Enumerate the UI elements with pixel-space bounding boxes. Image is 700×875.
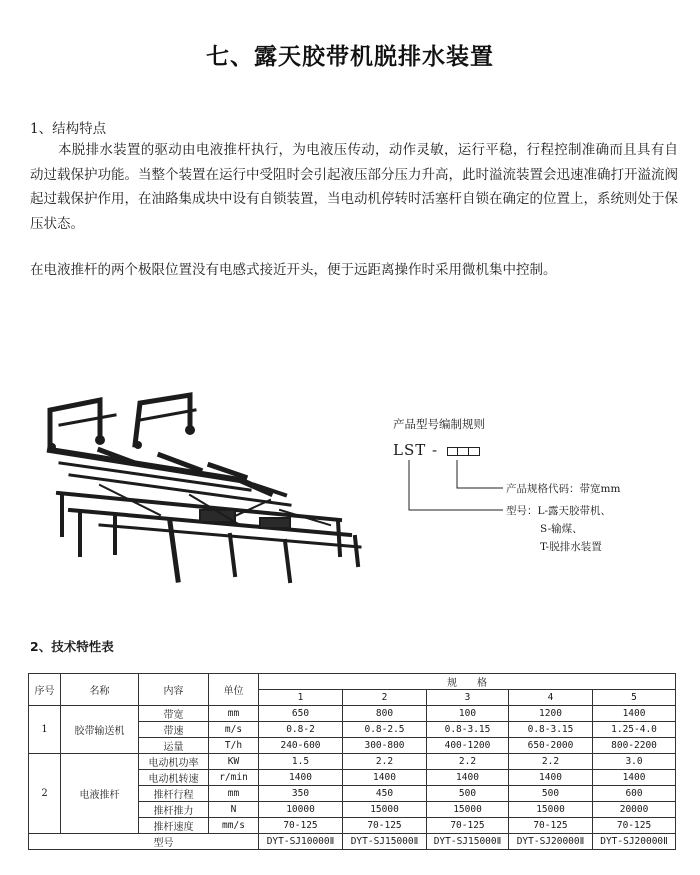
type-t-label: T-脱排水装置: [540, 541, 602, 553]
value-cell: 20000: [593, 801, 676, 817]
table-row: [29, 705, 676, 721]
group-name-cell: 胶带输送机: [61, 705, 139, 753]
unit-cell: N: [209, 801, 259, 817]
value-cell: 0.8-2.5: [343, 721, 427, 737]
value-cell: 10000: [259, 801, 343, 817]
value-cell: 1400: [427, 769, 509, 785]
model-rule-title: 产品型号编制规则: [393, 417, 485, 431]
content-cell: 推杆推力: [139, 801, 209, 817]
table-row-model: [29, 833, 676, 849]
value-cell: 400-1200: [427, 737, 509, 753]
value-cell: 450: [343, 785, 427, 801]
model-cell: DYT-SJ15000Ⅱ: [343, 833, 427, 849]
value-cell: 800: [343, 705, 427, 721]
value-cell: 300-800: [343, 737, 427, 753]
value-cell: 650: [259, 705, 343, 721]
value-cell: 70-125: [509, 817, 593, 833]
spec-col-2: 2: [343, 690, 427, 706]
model-cell: DYT-SJ15000Ⅱ: [427, 833, 509, 849]
value-cell: 15000: [509, 801, 593, 817]
type-label: 型号：L-露天胶带机、: [506, 505, 612, 517]
content-cell: 推杆速度: [139, 817, 209, 833]
unit-cell: r/min: [209, 769, 259, 785]
section-1-heading: 1、结构特点: [30, 121, 107, 137]
value-cell: 500: [427, 785, 509, 801]
value-cell: 1400: [259, 769, 343, 785]
value-cell: 1.25-4.0: [593, 721, 676, 737]
technical-spec-table: [28, 673, 676, 850]
model-cell: DYT-SJ20000Ⅱ: [593, 833, 676, 849]
value-cell: 500: [509, 785, 593, 801]
unit-cell: T/h: [209, 737, 259, 753]
section-2-heading: 2、技术特性表: [30, 639, 114, 654]
page-title: 七、露天胶带机脱排水装置: [206, 44, 494, 70]
content-cell: 带速: [139, 721, 209, 737]
value-cell: 1.5: [259, 753, 343, 769]
value-cell: 1400: [343, 769, 427, 785]
content-cell: 推杆行程: [139, 785, 209, 801]
value-cell: 15000: [343, 801, 427, 817]
conveyor-drainage-device-image: [40, 385, 370, 585]
value-cell: 240-600: [259, 737, 343, 753]
value-cell: 1400: [593, 705, 676, 721]
value-cell: 70-125: [343, 817, 427, 833]
header-name: 名称: [61, 674, 139, 706]
value-cell: 2.2: [343, 753, 427, 769]
header-spec: 规 格: [259, 674, 676, 690]
conveyor-group: [29, 705, 676, 753]
unit-cell: mm: [209, 705, 259, 721]
group-index-cell: 2: [29, 753, 61, 833]
unit-cell: KW: [209, 753, 259, 769]
header-index: 序号: [29, 674, 61, 706]
structure-paragraph: 本脱排水装置的驱动由电液推杆执行，为电液压传动，动作灵敏，运行平稳，行程控制准确而且具有自动过载保护功能。当整个装置在运行中受阻时会引起液压部分压力升高，此时溢流装置会迅速准确打开溢流阀起过载保护作用，在油路集成块中设有自锁装置，当电动机停转时活塞杆自锁在确定的位置上，系统则处于保压状态。: [30, 142, 678, 232]
model-cell: DYT-SJ20000Ⅱ: [509, 833, 593, 849]
value-cell: 2.2: [509, 753, 593, 769]
content-cell: 运量: [139, 737, 209, 753]
unit-cell: mm/s: [209, 817, 259, 833]
table-header-row: [29, 674, 676, 690]
spec-code-label: 产品规格代码：带宽mm: [506, 483, 621, 495]
value-cell: 600: [593, 785, 676, 801]
group-name-cell: 电液推杆: [61, 753, 139, 833]
spec-col-3: 3: [427, 690, 509, 706]
table-row: [29, 753, 676, 769]
value-cell: 0.8-2: [259, 721, 343, 737]
value-cell: 2.2: [427, 753, 509, 769]
value-cell: 3.0: [593, 753, 676, 769]
value-cell: 1200: [509, 705, 593, 721]
content-cell: 电动机功率: [139, 753, 209, 769]
value-cell: 0.8-3.15: [427, 721, 509, 737]
spec-col-5: 5: [593, 690, 676, 706]
control-paragraph: 在电液推杆的两个极限位置没有电感式接近开头，便于远距离操作时采用微机集中控制。: [30, 262, 557, 278]
value-cell: 800-2200: [593, 737, 676, 753]
model-code-text: LST -: [393, 441, 439, 459]
value-cell: 1400: [509, 769, 593, 785]
value-cell: 15000: [427, 801, 509, 817]
pusher-group: [29, 753, 676, 833]
spec-col-4: 4: [509, 690, 593, 706]
unit-cell: m/s: [209, 721, 259, 737]
type-s-label: S-输煤、: [540, 523, 583, 535]
value-cell: 70-125: [593, 817, 676, 833]
value-cell: 0.8-3.15: [509, 721, 593, 737]
value-cell: 1400: [593, 769, 676, 785]
value-cell: 70-125: [259, 817, 343, 833]
value-cell: 350: [259, 785, 343, 801]
value-cell: 650-2000: [509, 737, 593, 753]
model-cell: DYT-SJ10000Ⅱ: [259, 833, 343, 849]
content-cell: 电动机转速: [139, 769, 209, 785]
group-index-cell: 1: [29, 705, 61, 753]
model-label-cell: 型号: [29, 833, 259, 849]
spec-col-1: 1: [259, 690, 343, 706]
content-cell: 带宽: [139, 705, 209, 721]
header-content: 内容: [139, 674, 209, 706]
value-cell: 70-125: [427, 817, 509, 833]
header-unit: 单位: [209, 674, 259, 706]
unit-cell: mm: [209, 785, 259, 801]
value-cell: 100: [427, 705, 509, 721]
